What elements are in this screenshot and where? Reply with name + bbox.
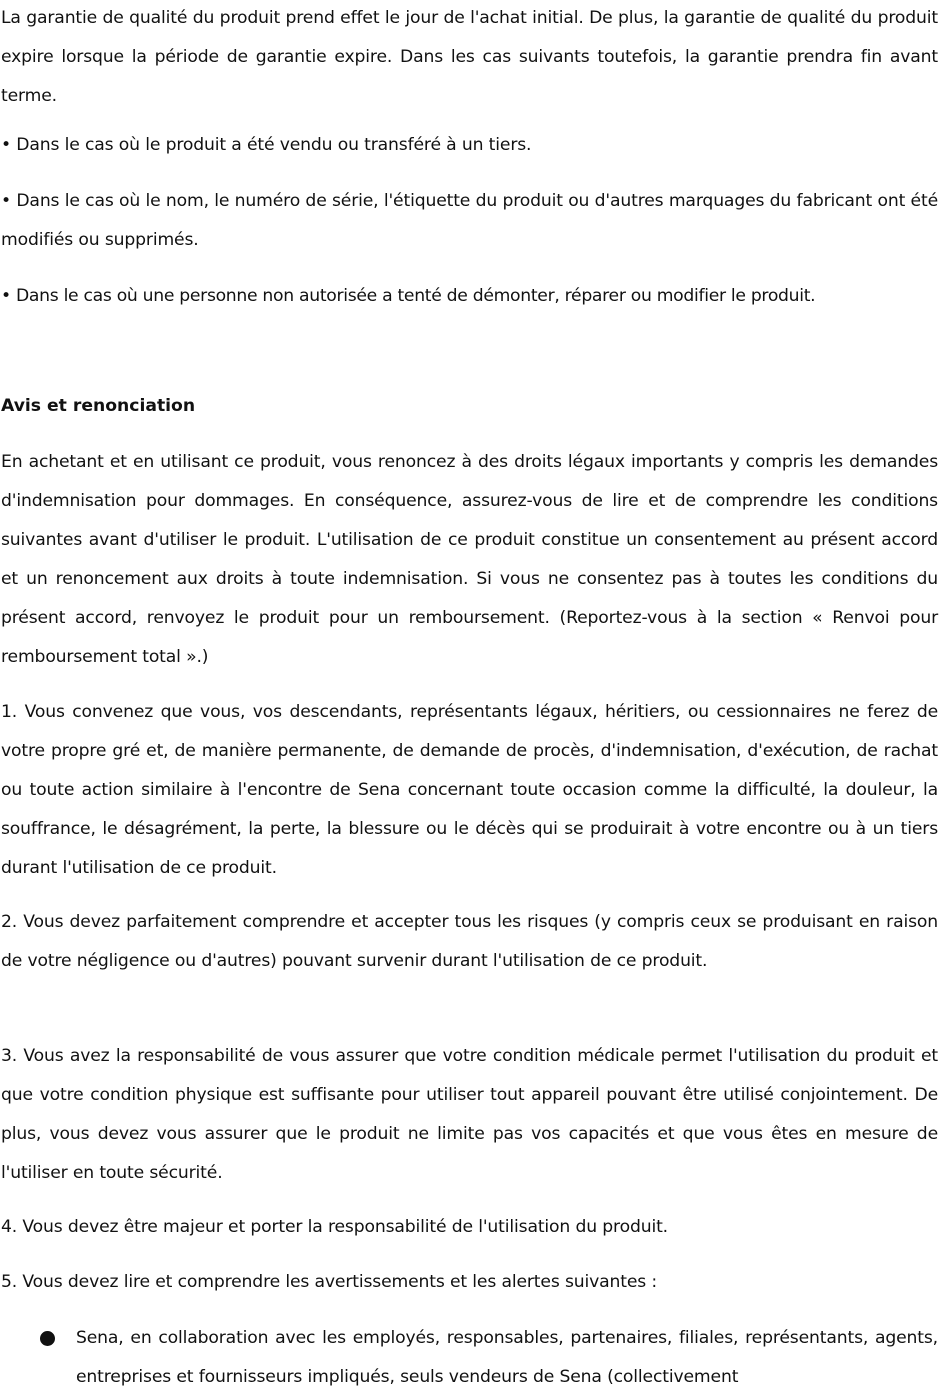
numbered-item-5: 5. Vous devez lire et comprendre les avertissements et les alertes suivantes : xyxy=(1,1272,658,1292)
bullet-item-text: Sena, en collaboration avec les employés, responsables, partenaires, filiales, représentants, agents, entreprises et fournisseurs impliqués, seuls vendeurs de Sena (collectivement xyxy=(76,1328,938,1387)
numbered-item-4: 4. Vous devez être majeur et porter la responsabilité de l'utilisation du produit. xyxy=(1,1217,668,1237)
numbered-item-2: 2. Vous devez parfaitement comprendre et accepter tous les risques (y compris ceux se produisant en raison de votre négligence ou d'autres) pouvant survenir durant l'utilisation de ce produit. xyxy=(1,912,938,971)
bullet-dot-icon xyxy=(40,1331,55,1346)
section-intro-paragraph: En achetant et en utilisant ce produit, vous renoncez à des droits légaux importants y compris les demandes d'indemnisation pour dommages. En conséquence, assurez-vous de lire et de comprendre les conditions suivantes avant d'utiliser le produit. L'utilisation de ce produit constitue un consentement au présent accord et un renoncement aux droits à toute indemnisation. Si vous ne consentez pas à toutes les conditions du présent accord, renvoyez le produit pour un remboursement. (Reportez-vous à la section « Renvoi pour remboursement total ».) xyxy=(1,452,938,667)
numbered-item-3: 3. Vous avez la responsabilité de vous assurer que votre condition médicale permet l'utilisation du produit et que votre condition physique est suffisante pour utiliser tout appareil pouvant être utilisé conjointement. De plus, vous devez vous assurer que le produit ne limite pas vos capacités et que vous êtes en mesure de l'utiliser en toute sécurité. xyxy=(1,1046,938,1183)
warranty-case-sold: • Dans le cas où le produit a été vendu ou transféré à un tiers. xyxy=(1,135,532,155)
warranty-intro-paragraph: La garantie de qualité du produit prend effet le jour de l'achat initial. De plus, la garantie de qualité du produit expire lorsque la période de garantie expire. Dans les cas suivants toutefois, la garantie prendra fin avant terme. xyxy=(1,8,938,106)
warranty-case-modified: • Dans le cas où le nom, le numéro de série, l'étiquette du produit ou d'autres marquages du fabricant ont été modifiés ou supprimés. xyxy=(1,191,938,250)
numbered-item-1: 1. Vous convenez que vous, vos descendants, représentants légaux, héritiers, ou cessionnaires ne ferez de votre propre gré et, de manière permanente, de demande de procès, d'indemnisation, d'exécution, de rachat ou toute action similaire à l'encontre de Sena concernant toute occasion comme la difficulté, la douleur, la souffrance, le désagrément, la perte, la blessure ou le décès qui se produirait à votre encontre ou à un tiers durant l'utilisation de ce produit. xyxy=(1,702,938,878)
section-heading: Avis et renonciation xyxy=(1,396,196,416)
warranty-case-disassembled: • Dans le cas où une personne non autorisée a tenté de démonter, réparer ou modifier le produit. xyxy=(1,286,816,306)
